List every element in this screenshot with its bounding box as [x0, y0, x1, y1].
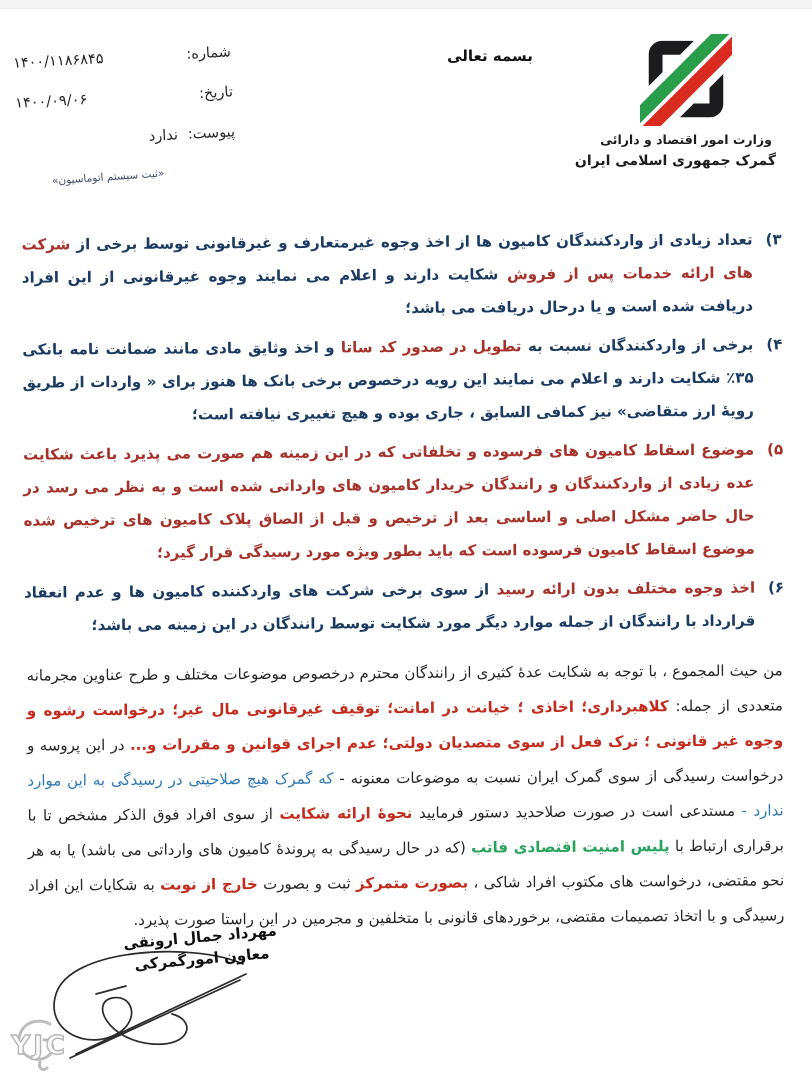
text-segment: من حیث المجموع ، با توجه به شکایت عدهٔ کثیری از رانندگان محترم درخصوص موضوعات مختلف و طرح عناوین مجرمانه متعددی از جمله:: [26, 661, 783, 716]
text-segment: پلیس امنیت اقتصادی فاتب: [470, 837, 670, 857]
automation-note: «ثبت سیستم اتوماسیون»: [51, 167, 165, 188]
top-strip: [0, 0, 812, 9]
text-segment: در این پروسه و درخواست رسیدگی از سوی گمرک ایران نسبت به موضوعات معنونه -: [27, 735, 784, 788]
meta-row-number: [13, 44, 232, 71]
meta-rows: [13, 44, 236, 151]
signer-name: مهرداد جمال ارونقی: [122, 921, 278, 953]
yjc-label: YJC: [11, 1031, 68, 1061]
item-text: [23, 434, 755, 571]
text-segment: کلاهبرداری؛ اخاذی ؛ خیانت در امانت؛ توقیف غیرقانونی مال غیر؛ درخواست رشوه و وجوه غیر قانونی ؛ ترک فعل از سوی متصدیان دولتی؛ عدم اجرای قوانین و مقررات و...: [26, 697, 784, 754]
signer-title: معاون امورگمرکی: [133, 944, 271, 974]
text-segment: به شکایات این افراد رسیدگی و با اتخاذ تصمیمات مقتضی، برخوردهای قانونی با متخلفین و مجرمین در این راستا صورت پذیرد.: [28, 875, 785, 929]
text-segment: که گمرک هیچ صلاحیتی در رسیدگی به این موارد ندارد -: [27, 769, 784, 820]
text-segment: خارج از نوبت: [160, 875, 258, 894]
text-segment: مستدعی است در صورت صلاحدید دستور فرمایید: [412, 801, 742, 822]
item-text: [22, 329, 754, 433]
item-text: [22, 224, 754, 328]
complaint-item-4: [22, 328, 783, 432]
text-segment: اخذ وجوه مختلف بدون ارائه رسید: [496, 578, 756, 599]
besmele: بسمه تعالی: [447, 47, 533, 65]
meta-label: پیوست:: [187, 124, 236, 143]
text-segment: نحوۀ ارائه شکایت: [279, 803, 413, 823]
item-number: ۴): [766, 335, 783, 354]
meta-label: شماره:: [186, 44, 232, 63]
complaint-item-6: [24, 571, 784, 642]
meta-value: ندارد: [148, 127, 179, 145]
meta-value: ۱۴۰۰/۰۹/۰۶: [14, 91, 88, 112]
meta-row-attachment: [17, 124, 236, 151]
item-text: [24, 572, 755, 643]
item-number: ۳): [765, 230, 782, 249]
text-segment: شرکت های ارائه خدمات پس از فروش: [21, 235, 753, 284]
text-segment: ثبت و بصورت: [257, 874, 357, 894]
text-segment: (که در حال رسیدگی به پروندۀ کامیون های وارداتی می باشد) یا به هر نحو مقتضی، درخواست های مکتوب افراد شاکی ،: [27, 838, 785, 892]
letter-meta: [13, 44, 238, 187]
letter-body: [22, 223, 787, 938]
meta-row-date: [15, 84, 234, 111]
meta-label: تاریخ:: [198, 84, 234, 103]
ministry-name: وزارت امور اقتصاد و دارائی: [600, 132, 772, 147]
text-segment: از سوی برخی شرکت های واردکننده کامیون ها و عدم انعقاد قرارداد با رانندگان از جمله موارد دیگر مورد شکایت توسط رانندگان در این زمینه می باشد؛: [24, 580, 756, 635]
org-block: [574, 34, 776, 169]
closing-paragraph: [27, 653, 785, 938]
complaint-item-3: [22, 223, 783, 327]
text-segment: شکایت دارند و اعلام می نمایند وجوه غیرقانونی از این افراد دریافت شده است و یا درحال دریافت می باشد؛: [21, 265, 754, 317]
yjc-logo-icon: [10, 1012, 145, 1074]
yjc-watermark: [10, 1012, 145, 1078]
text-segment: بصورت متمرکز: [355, 873, 469, 893]
item-number: ۶): [767, 578, 785, 597]
text-segment: تطویل در صدور کد ساتا: [340, 337, 522, 357]
text-segment: و اخذ وثایق مادی مانند ضمانت نامه بانکی ۳۵٪ شکایت دارند و اعلام می نمایند این رویه درخصوص برخی بانک ها هنوز برای « واردات از طریق رویۀ ارز متقاضی» نیز کمافی السابق ، جاری بوده و هیچ تغییری نیافته است؛: [22, 338, 754, 424]
text-segment: برخی از واردکنندگان نسبت به: [521, 335, 754, 356]
text-segment: از سوی افراد فوق الذکر مشخص تا با برقراری ارتباط با: [27, 804, 784, 856]
item-number: ۵): [767, 440, 784, 459]
text-segment: تعداد زیادی از واردکنندگان کامیون ها از اخذ وجوه غیرمتعارف و غیرقانونی توسط برخی از: [70, 230, 753, 254]
customs-logo-icon: [640, 34, 732, 126]
complaint-items: [22, 223, 785, 642]
meta-value: ۱۴۰۰/۱۱۸۶۸۴۵: [12, 51, 104, 72]
text-segment: موضوع اسقاط کامیون های فرسوده و تخلفاتی که در این زمینه هم صورت می پذیرد باعث شکایت عده زیادی از واردکنندگان و رانندگان خریدار کامیون های وارداتی شده است و به نظر می رسد در حال حاضر مشکل اصلی و اساسی بعد از ترخیص و قبل از الصاق پلاک کامیون های ترخیص شده موضوع اسقاط کامیون فرسوده است که باید بطور ویژه مورد رسیدگی قرار گیرد؛: [23, 440, 755, 562]
customs-name: گمرک جمهوری اسلامی ایران: [574, 153, 776, 169]
complaint-item-5: [23, 433, 784, 570]
